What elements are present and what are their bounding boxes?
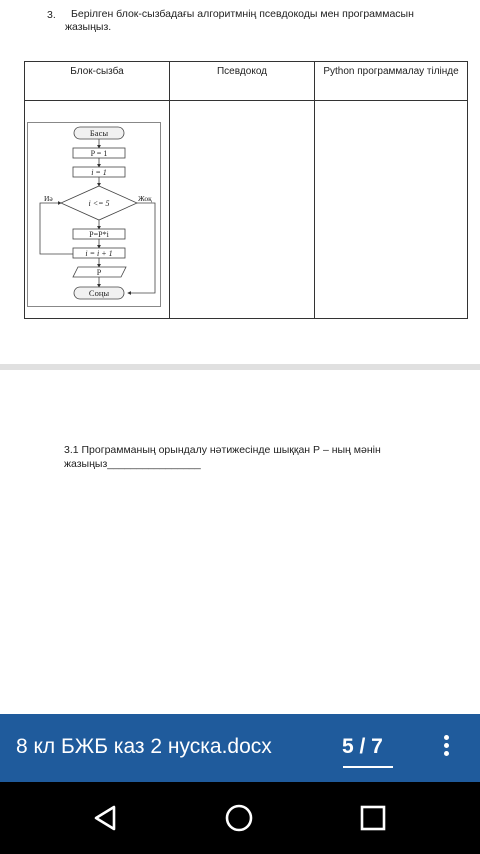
question-text — [64, 443, 424, 471]
svg-text:Басы: Басы — [89, 128, 109, 138]
document-page-upper — [0, 0, 480, 364]
page-indicator[interactable]: 5 / 7 — [342, 735, 383, 758]
init-i-node — [73, 167, 125, 177]
back-icon[interactable] — [90, 802, 122, 834]
document-toolbar — [0, 714, 480, 782]
body-i-node — [73, 248, 125, 258]
task-text: Берілген блок-сызбадағы алгоритмнің псевдокоды мен программасын жазыңыз. — [65, 8, 414, 33]
start-node — [74, 127, 124, 139]
cell-python — [315, 101, 468, 319]
output-node — [73, 267, 126, 277]
svg-text:i <= 5: i <= 5 — [88, 199, 110, 208]
condition-node — [61, 186, 137, 220]
header-python: Python программалау тілінде — [315, 62, 468, 101]
svg-text:i = i + 1: i = i + 1 — [85, 249, 113, 258]
question-body: 3.1 Программаның орындалу нәтижесінде шыққан Р – ның мәнін жазыңыз — [64, 444, 381, 470]
answer-blank: ________________ — [107, 458, 201, 470]
body-p-node — [73, 229, 125, 239]
svg-text:P=P*i: P=P*i — [89, 230, 109, 239]
cell-pseudocode — [170, 101, 315, 319]
svg-text:P = 1: P = 1 — [90, 149, 108, 158]
svg-text:i = 1: i = 1 — [91, 168, 107, 177]
task-number: 3. — [47, 9, 56, 21]
init-p-node — [73, 148, 125, 158]
svg-text:Соңы: Соңы — [88, 288, 110, 298]
end-node — [74, 287, 124, 299]
no-label: Жоқ — [138, 194, 152, 203]
more-options-icon[interactable] — [434, 732, 458, 764]
yes-label: Иә — [44, 194, 53, 203]
flowchart-image — [27, 122, 161, 307]
home-icon[interactable] — [223, 802, 255, 834]
page-indicator-underline — [343, 766, 393, 768]
header-block-diagram: Блок-сызба — [25, 62, 170, 101]
svg-text:P: P — [96, 268, 102, 277]
header-pseudocode: Псевдокод — [170, 62, 315, 101]
recents-icon[interactable] — [357, 802, 389, 834]
document-title: 8 кл БЖБ каз 2 нуска.docx — [16, 735, 272, 758]
system-navigation-bar — [0, 782, 480, 854]
document-page-lower — [0, 370, 480, 714]
